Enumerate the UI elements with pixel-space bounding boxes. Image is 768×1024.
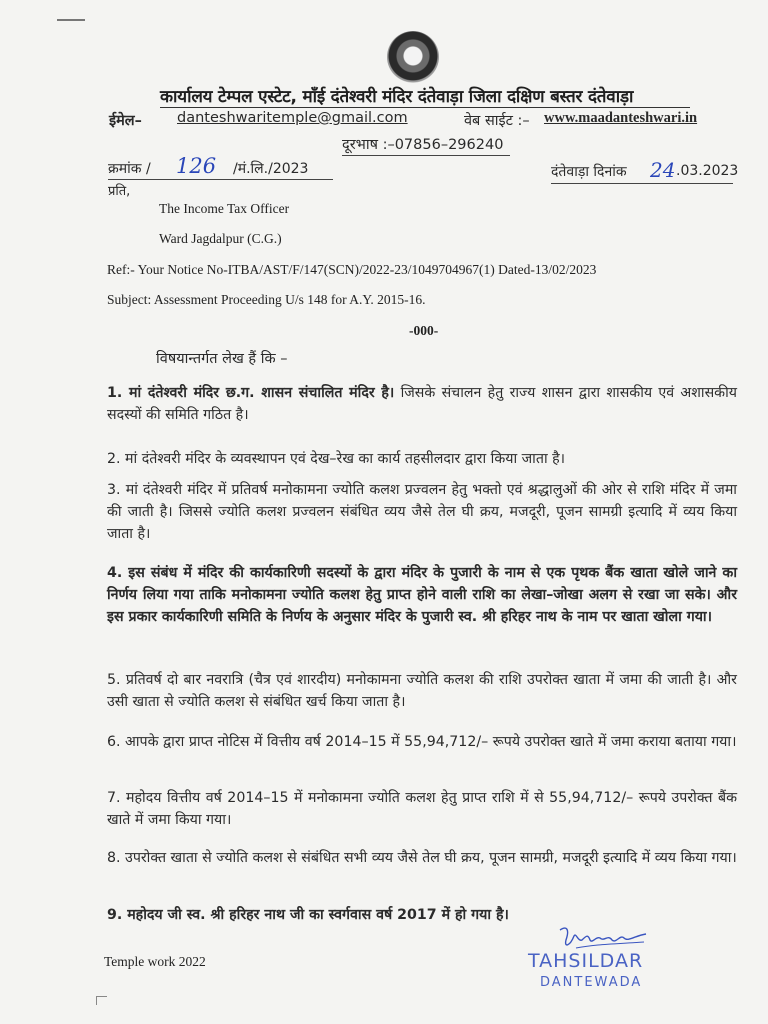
subject-line: Subject: Assessment Proceeding U/s 148 for A.Y. 2015-16.	[107, 292, 426, 307]
page-corner-mark	[96, 996, 107, 1005]
phone-underline	[342, 155, 510, 156]
stamp-subtitle: DANTEWADA	[540, 975, 643, 990]
website-label: वेब साईट :–	[464, 113, 530, 129]
date-label: दंतेवाड़ा दिनांक	[551, 164, 627, 180]
email-label: ईमेल–	[109, 113, 142, 129]
date-day-handwritten: 24	[650, 158, 676, 182]
paragraph-8: 8. उपरोक्त खाता से ज्योति कलश से संबंधित सभी व्यय जैसे तेल घी क्रय, पूजन सामग्री, मजदूरी इत्यादि में व्यय किया गया।	[107, 850, 737, 866]
ref-line: Ref:- Your Notice No-ITBA/AST/F/147(SCN)/2022-23/1049704967(1) Dated-13/02/2023	[107, 262, 597, 277]
paragraph-3: 3. मां दंतेश्वरी मंदिर में प्रतिवर्ष मनोकामना ज्योति कलश प्रज्वलन हेतु भक्तो एवं श्रद्धालुओं की ओर से राशि मंदिर में जमा की जाती है। जिससे ज्योति कलश प्रज्वलन संबंधित व्यय जैसे तेल घी क्रय, मजदूरी, पूजन सामग्री इत्यादि में व्यय किया जाता है।	[107, 482, 737, 542]
paragraph-7: 7. महोदय वित्तीय वर्ष 2014–15 में मनोकामना ज्योति कलश हेतु प्राप्त राशि में से 55,94,712/– रूपये उपरोक्त बैंक खाते में जमा किया गया।	[107, 790, 737, 828]
date-underline	[551, 183, 733, 184]
email-link[interactable]: danteshwaritemple@gmail.com	[177, 110, 408, 126]
phone-number: दूरभाष :–07856–296240	[342, 137, 504, 153]
separator: -000-	[409, 323, 439, 338]
stamp-title: TAHSILDAR	[528, 950, 644, 972]
paragraph-4: 4. इस संबंध में मंदिर की कार्यकारिणी सदस्यों के द्वारा मंदिर के पुजारी के नाम से एक पृथक बैंक खाता खोले जाने का निर्णय लिया गया ताकि मनोकामना ज्योति कलश हेतु प्राप्त होने वाली राशि का लेखा–जोखा अलग से रखा जा सके। और इस प्रकार कार्यकारिणी समिति के निर्णय के अनुसार मंदिर के पुजारी स्व. श्री हरिहर नाथ के नाम पर खाता खोला गया।	[107, 565, 737, 625]
salutation: प्रति,	[108, 184, 131, 199]
reference-number-handwritten: 126	[176, 154, 217, 178]
paragraph-1-rest: जिसके संचालन हेतु राज्य शासन द्वारा शासकीय एवं अशासकीय सदस्यों की समिति गठित है।	[107, 385, 737, 423]
paragraph-6: 6. आपके द्वारा प्राप्त नोटिस में वित्तीय वर्ष 2014–15 में 55,94,712/– रूपये उपरोक्त खाते में जमा कराया बताया गया।	[107, 734, 737, 750]
intro-text: विषयान्तर्गत लेख हैं कि –	[156, 351, 288, 367]
reference-underline	[108, 179, 333, 180]
reference-label: क्रमांक /	[108, 161, 151, 177]
paragraph-5: 5. प्रतिवर्ष दो बार नवरात्रि (चैत्र एवं शारदीय) मनोकामना ज्योति कलश की राशि उपरोक्त खाता में जमा की जाती है। और उसी खाता से ज्योति कलश से संबंधित खर्च किया जाता है।	[107, 672, 737, 710]
footer-note: Temple work 2022	[104, 954, 206, 969]
recipient-line-2: Ward Jagdalpur (C.G.)	[159, 231, 282, 246]
temple-logo-icon	[387, 31, 439, 83]
date-month-year: .03.2023	[676, 163, 739, 179]
office-title: कार्यालय टेम्पल एस्टेट, माँई दंतेश्वरी मंदिर दंतेवाड़ा जिला दक्षिण बस्तर दंतेवाड़ा	[160, 87, 634, 107]
recipient-line-1: The Income Tax Officer	[159, 201, 290, 216]
paragraph-1	[107, 382, 737, 426]
corner-mark	[57, 19, 85, 21]
office-title-underline	[160, 107, 690, 108]
reference-suffix: /मं.लि./2023	[233, 161, 309, 177]
paragraph-1-bold: 1. मां दंतेश्वरी मंदिर छ.ग. शासन संचालित मंदिर है।	[107, 385, 395, 401]
paragraph-2: 2. मां दंतेश्वरी मंदिर के व्यवस्थापन एवं देख–रेख का कार्य तहसीलदार द्वारा किया जाता है।	[107, 451, 566, 467]
paragraph-9: 9. महोदय जी स्व. श्री हरिहर नाथ जी का स्वर्गवास वर्ष 2017 में हो गया है।	[107, 907, 509, 923]
website-link[interactable]: www.maadanteshwari.in	[544, 110, 698, 126]
